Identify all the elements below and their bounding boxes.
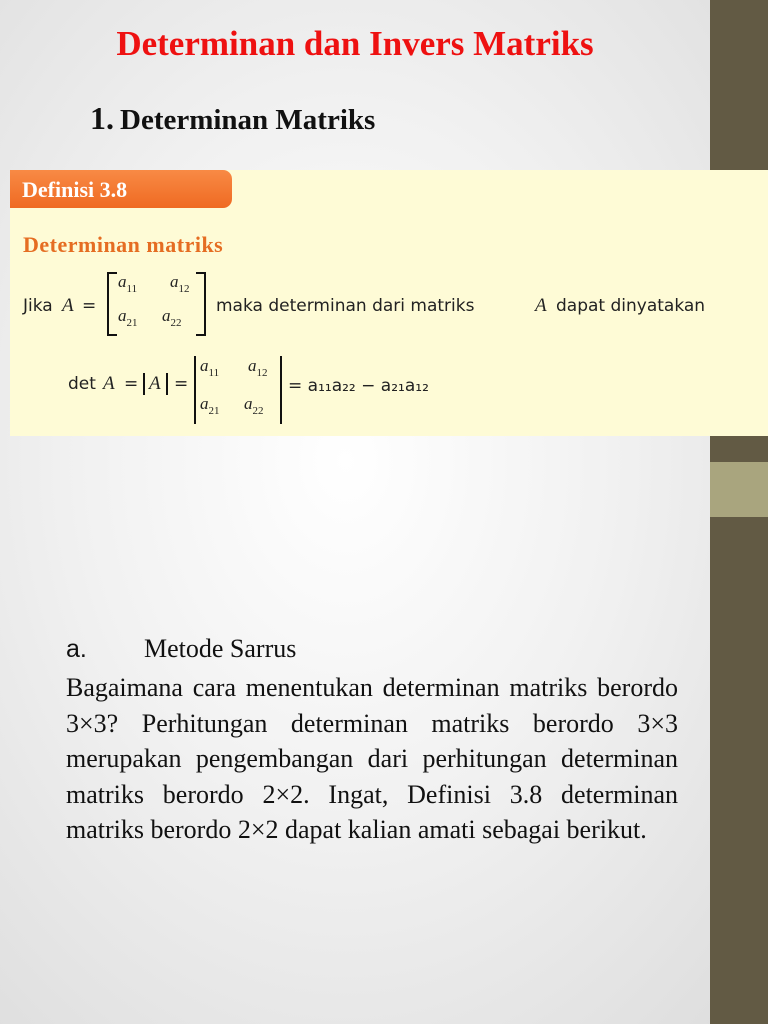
- definition-label: Definisi 3.8: [22, 177, 128, 202]
- section-a-title: Metode Sarrus: [144, 634, 297, 663]
- det-matrix-a21: $a_{21}$: [200, 394, 220, 417]
- dinyatakan-text: dapat dinyatakan: [556, 296, 706, 316]
- det-matrix-left-bar: [194, 356, 196, 424]
- abs-right-bar: [166, 373, 168, 395]
- definition-label-tab: [10, 170, 232, 208]
- det-text: det: [68, 374, 96, 394]
- equals-sign: =: [82, 296, 97, 316]
- det-matrix-right-bar: [280, 356, 282, 424]
- matrix-a21: $a_{21}$: [118, 306, 138, 329]
- sidebar-accent-block: [710, 462, 768, 517]
- maka-text: maka determinan dari matriks: [216, 296, 475, 316]
- matrix-right-bracket: [196, 272, 206, 336]
- det-matrix-a12: $a_{12}$: [248, 356, 268, 379]
- det-matrix-a22: $a_{22}$: [244, 394, 264, 417]
- slide-title: Determinan dan Invers Matriks: [116, 24, 594, 63]
- matrix-left-bracket: [107, 272, 117, 336]
- section-heading-text: Determinan Matriks: [120, 104, 376, 136]
- sarrus-paragraph: Bagaimana cara menentukan determinan matriks berordo 3×3? Perhitungan determinan matriks berordo 3×3 merupakan pengembangan dari perhitungan determinan matriks berordo 2×2. Ingat, Definisi 3.8 determinan matriks berordo 2×2 dapat kalian amati sebagai berikut.: [66, 673, 678, 844]
- det-equals-2: =: [174, 374, 189, 394]
- matrix-a22: $a_{22}$: [162, 306, 182, 329]
- det-formula: = a₁₁a₂₂ − a₂₁a₁₂: [288, 376, 429, 396]
- abs-left-bar: [143, 373, 145, 395]
- variable-a-2: A: [535, 295, 547, 316]
- matrix-a12: $a_{12}$: [170, 272, 190, 295]
- section-a-letter: a.: [66, 635, 87, 663]
- section-a-heading: [66, 634, 296, 664]
- section-number: 1.: [90, 100, 114, 136]
- det-matrix-a11: $a_{11}$: [200, 356, 220, 379]
- matrix-a11: $a_{11}$: [118, 272, 138, 295]
- abs-variable-a: A: [149, 373, 161, 394]
- det-variable-a: A: [103, 373, 115, 394]
- definition-box: [10, 170, 768, 436]
- variable-a: A: [62, 295, 74, 316]
- jika-text: Jika: [23, 296, 53, 316]
- section-heading: [90, 100, 375, 137]
- definition-subtitle: Determinan matriks: [23, 232, 224, 257]
- det-equals-1: =: [124, 374, 139, 394]
